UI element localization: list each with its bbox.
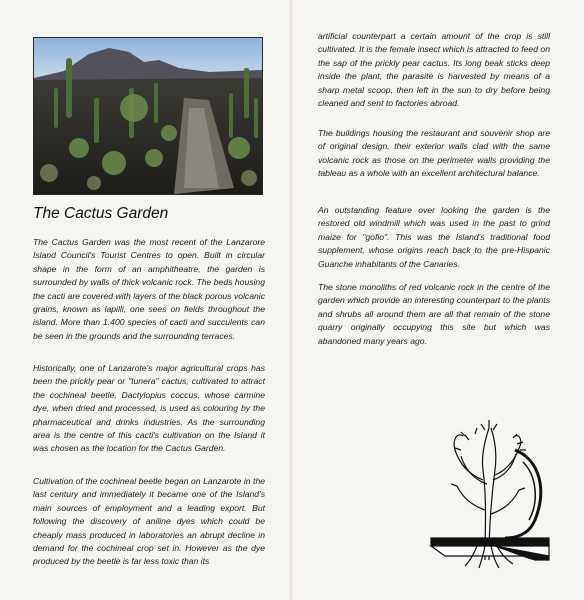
left-paragraph-2: Historically, one of Lanzarote's major agricultural crops has been the prickly pear or "tunera" cactus, cultivated to attract the cochineal beetle, Dactylopius coccus, whose carmine dye, when dried and processed, is used as colouring by the pharmaceutical and drinks industries. As the surrounding area is the centre of this cacti's cultivation on the Island it was chosen as the location for the Cactus Garden. bbox=[33, 363, 265, 454]
cactus-garden-photo bbox=[33, 37, 263, 195]
right-paragraph-1: artificial counterpart a certain amount of the crop is still cultivated. It is the female insect which is attracted to feed on the sap of the prickly pear cactus. Its long beak sticks deep inside the plant, the parasite is harvested by means of a sharp metal scoop, then left in the sun to dry before being cleaned and sent to factories abroad. bbox=[318, 31, 550, 109]
cactus-illustration bbox=[425, 410, 555, 570]
right-paragraph-3: An outstanding feature over looking the garden is the restored old windmill which was used in the past to grind maize for "gofio". This was the Island's traditional food supplement, whose origins reach back to the pre-Hispanic Guanche inhabitants of the Canaries. bbox=[318, 205, 550, 269]
page-title: The Cactus Garden bbox=[33, 205, 169, 222]
page-fold bbox=[290, 0, 292, 600]
left-paragraph-1: The Cactus Garden was the most recent of the Lanzarore Island Council's Tourist Centres to open. Built in circular shape in the form of an amphitheatre, the garden is surrounded by walls of thick volcanic rock. The beds housing the cacti are covered with layers of the black porous volcanic grains, known as lapilli, one sees on fields throughout the island. More than 1.400 species of cacti and succulents can be seen in the grounds and the surrounding terraces. bbox=[33, 237, 265, 341]
right-paragraph-2: The buildings housing the restaurant and souvenir shop are of original design, their exterior walls clad with the same volcanic rock as those on the perimeter walls providing the tableau as a whole with an excellent architectural balance. bbox=[318, 128, 550, 179]
left-paragraph-3: Cultivation of the cochineal beetle began on Lanzarote in the last century and immediately it became one of the Island's main sources of employment and a leading export. But following the discovery of aniline dyes which could be cheaply mass produced in laboratories an abrupt decline in demand for the cochineal crop set in. However as the dye produced by the beetle is far less toxic than its bbox=[33, 476, 265, 567]
right-paragraph-4: The stone monoliths of red volcanic rock in the centre of the garden which provide an interesting counterpart to the plants and shrubs all around them are all that remain of the stone quarry originally occupying this site but which was abandoned many years ago. bbox=[318, 282, 550, 346]
